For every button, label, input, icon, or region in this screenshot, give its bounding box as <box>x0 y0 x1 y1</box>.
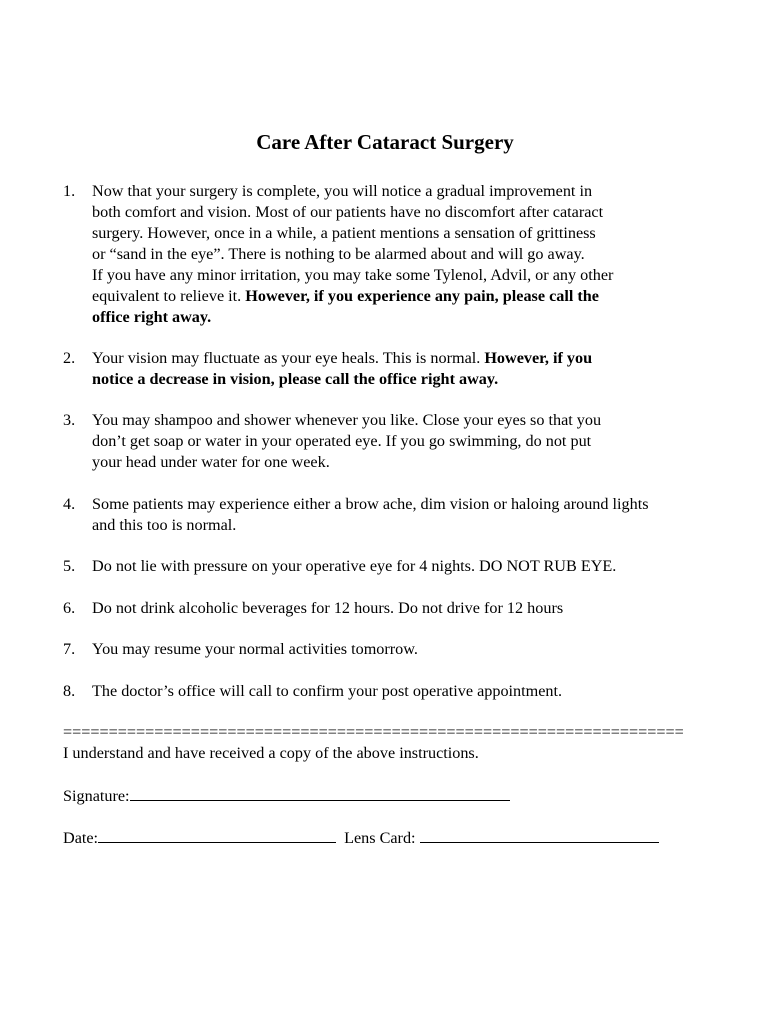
item-text <box>92 598 712 619</box>
item-number: 5. <box>63 557 76 575</box>
item-line <box>92 639 712 660</box>
item-number: 1. <box>63 182 76 200</box>
item-text <box>92 348 712 390</box>
signature-row <box>63 785 510 807</box>
item-line <box>92 369 712 390</box>
item-line <box>92 452 712 473</box>
item-line <box>92 598 712 619</box>
item-number: 4. <box>63 495 76 513</box>
item-line <box>92 265 712 286</box>
plain-text: Do not drink alcoholic beverages for 12 hours. Do not drive for 12 hours <box>92 599 564 617</box>
item-number: 3. <box>63 411 76 429</box>
acknowledgement-text: I understand and have received a copy of the above instructions. <box>63 744 479 762</box>
item-line <box>92 307 712 328</box>
bold-text: office right away. <box>92 308 212 326</box>
plain-text: don’t get soap or water in your operated eye. If you go swimming, do not put <box>92 432 592 450</box>
item-line <box>92 223 712 244</box>
signature-label: Signature: <box>63 787 130 805</box>
item-line <box>92 681 712 702</box>
item-line <box>92 202 712 223</box>
date-field[interactable] <box>98 827 336 843</box>
plain-text: Now that your surgery is complete, you will notice a gradual improvement in <box>92 182 593 200</box>
item-number: 8. <box>63 682 76 700</box>
item-text <box>92 681 712 702</box>
bold-text: notice a decrease in vision, please call the office right away. <box>92 370 499 388</box>
item-line <box>92 556 712 577</box>
item-number: 6. <box>63 599 76 617</box>
item-line <box>92 286 712 307</box>
document-title: Care After Cataract Surgery <box>256 130 514 154</box>
item-text <box>92 494 712 536</box>
plain-text: You may shampoo and shower whenever you like. Close your eyes so that you <box>92 411 602 429</box>
lens-card-label: Lens Card: <box>344 829 420 847</box>
item-text <box>92 410 712 473</box>
item-line <box>92 515 712 536</box>
item-line <box>92 494 712 515</box>
plain-text: equivalent to relieve it. <box>92 287 246 305</box>
plain-text: Some patients may experience either a brow ache, dim vision or haloing around lights <box>92 495 649 513</box>
date-label: Date: <box>63 829 99 847</box>
bold-text: However, if you <box>484 349 593 367</box>
separator-line: ==================================================================== <box>63 723 684 741</box>
date-lens-row <box>63 827 659 849</box>
item-text <box>92 639 712 660</box>
plain-text: or “sand in the eye”. There is nothing to be alarmed about and will go away. <box>92 245 585 263</box>
item-text <box>92 556 712 577</box>
item-line <box>92 410 712 431</box>
item-number: 7. <box>63 640 76 658</box>
plain-text: both comfort and vision. Most of our patients have no discomfort after cataract <box>92 203 604 221</box>
plain-text: Your vision may fluctuate as your eye heals. This is normal. <box>92 349 485 367</box>
plain-text: You may resume your normal activities tomorrow. <box>92 640 418 658</box>
item-line <box>92 348 712 369</box>
lens-card-field[interactable] <box>420 827 659 843</box>
plain-text: If you have any minor irritation, you may take some Tylenol, Advil, or any other <box>92 266 614 284</box>
item-number: 2. <box>63 349 76 367</box>
bold-text: However, if you experience any pain, please call the <box>245 287 599 305</box>
plain-text: surgery. However, once in a while, a patient mentions a sensation of grittiness <box>92 224 596 242</box>
signature-field[interactable] <box>130 785 510 801</box>
item-line <box>92 244 712 265</box>
plain-text: your head under water for one week. <box>92 453 330 471</box>
item-line <box>92 181 712 202</box>
plain-text: and this too is normal. <box>92 516 237 534</box>
plain-text: The doctor’s office will call to confirm your post operative appointment. <box>92 682 563 700</box>
item-line <box>92 431 712 452</box>
item-text <box>92 181 712 328</box>
plain-text: Do not lie with pressure on your operative eye for 4 nights. DO NOT RUB EYE. <box>92 557 617 575</box>
